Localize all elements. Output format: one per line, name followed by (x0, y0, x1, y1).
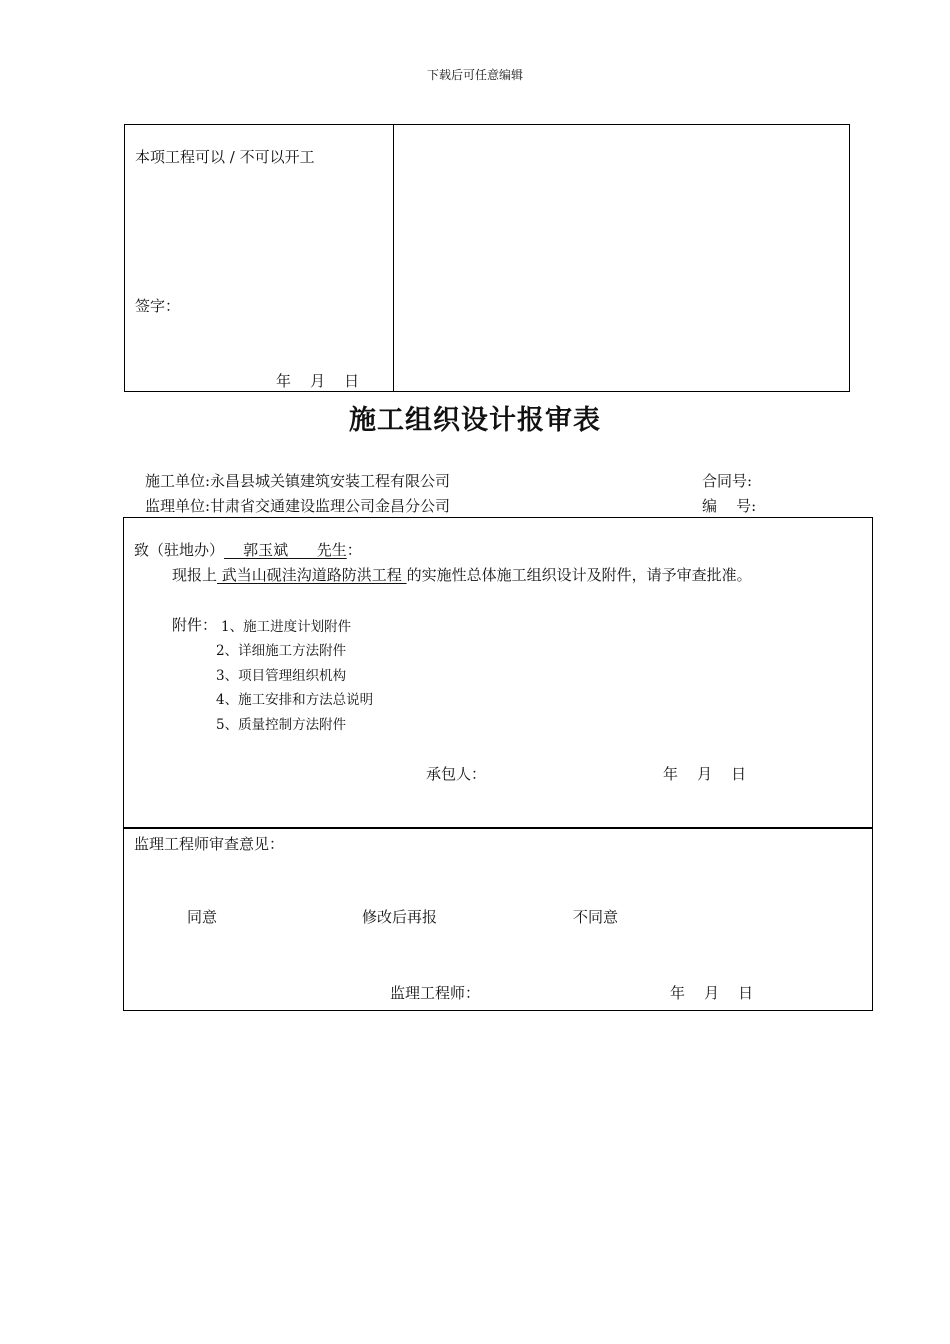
letter-date: 年 月 日 (663, 765, 747, 783)
submission-suffix: 的实施性总体施工组织设计及附件，请予审查批准。 (406, 566, 752, 584)
submission-line (172, 564, 752, 585)
letter-section (123, 517, 873, 829)
serial-no-label: 编 号: (702, 497, 757, 515)
project-name: 武当山砚洼沟道路防洪工程 (217, 566, 407, 584)
construction-unit: 施工单位:永昌县城关镇建筑安装工程有限公司 (145, 472, 451, 490)
sign-label: 签字： (135, 297, 181, 315)
contract-no-label: 合同号: (702, 472, 753, 490)
top-table-divider (393, 125, 394, 391)
addressee-suffix: ： (346, 541, 362, 559)
option-disagree: 不同意 (573, 908, 619, 926)
attachment-item: 4、施工安排和方法总说明 (216, 692, 374, 708)
review-section (123, 827, 873, 1011)
form-title: 施工组织设计报审表 (349, 405, 601, 436)
contractor-label: 承包人： (426, 765, 487, 783)
attachment-item: 1、施工进度计划附件 (221, 619, 352, 635)
header-note: 下载后可任意编辑 (426, 68, 523, 82)
attachments-label: 附件： (172, 616, 218, 634)
review-date: 年 月 日 (670, 984, 754, 1002)
attachment-item: 2、详细施工方法附件 (216, 643, 347, 659)
addressee-prefix: 致（驻地办） (134, 541, 225, 559)
addressee-line (134, 539, 362, 560)
approval-statement: 本项工程可以 / 不可以开工 (135, 148, 315, 166)
top-table (124, 124, 850, 392)
addressee-name: 郭玉斌 先生 (224, 541, 347, 559)
attachment-item: 3、项目管理组织机构 (216, 668, 347, 684)
option-revise: 修改后再报 (362, 908, 438, 926)
engineer-label: 监理工程师： (390, 984, 481, 1002)
top-date: 年 月 日 (276, 372, 360, 390)
supervision-unit: 监理单位:甘肃省交通建设监理公司金昌分公司 (145, 497, 451, 515)
attachment-item: 5、质量控制方法附件 (216, 717, 347, 733)
submission-prefix: 现报上 (172, 566, 218, 584)
review-label: 监理工程师审查意见： (134, 835, 285, 853)
option-agree: 同意 (187, 908, 218, 926)
